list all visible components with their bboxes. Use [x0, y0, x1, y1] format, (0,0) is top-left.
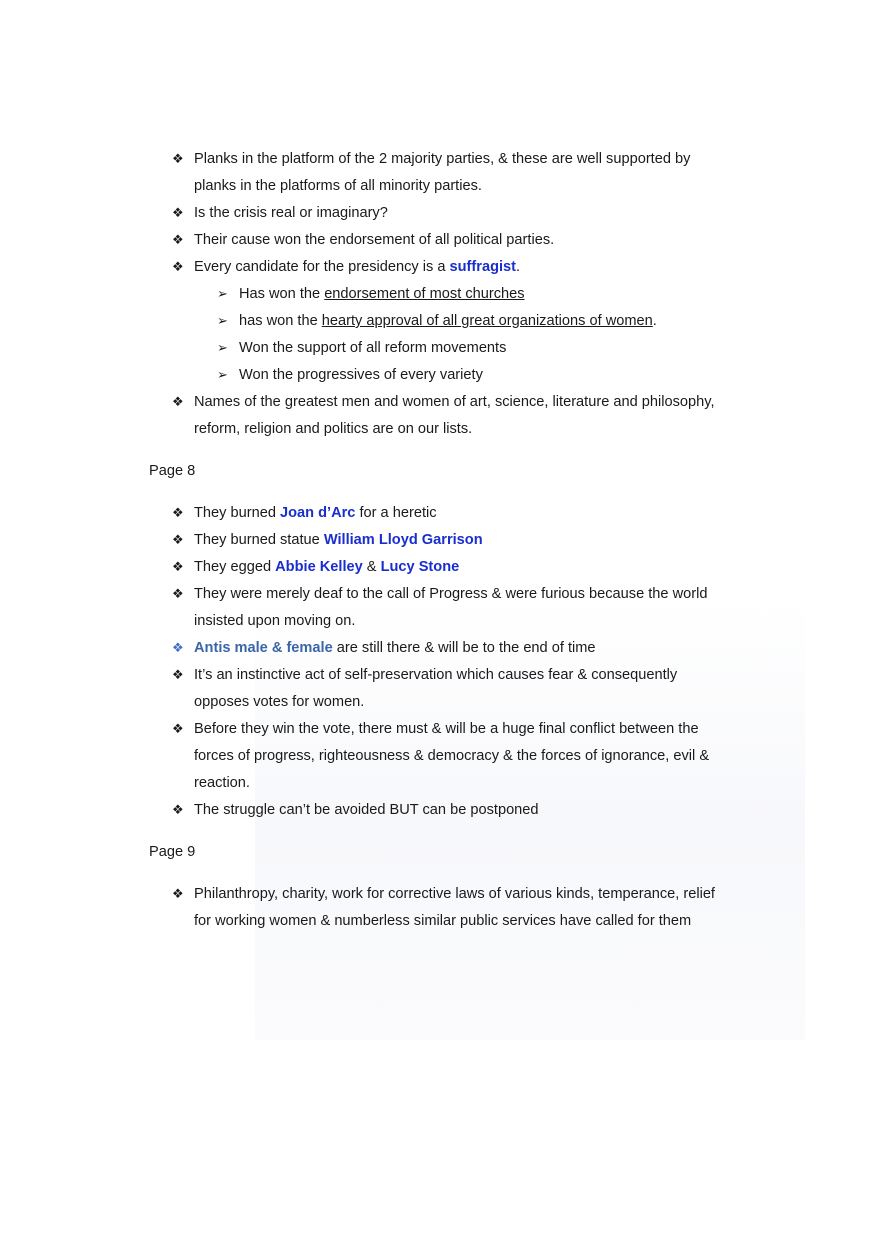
sub-bullet-text: Won the progressives of every variety	[239, 367, 483, 383]
text-run: .	[652, 313, 657, 329]
bullet-text: reaction.	[194, 775, 250, 791]
diamond-bullet-icon: ❖	[172, 802, 184, 817]
bullet-text: The struggle can’t be avoided BUT can be postponed	[194, 802, 539, 818]
bullet-text: Planks in the platform of the 2 majority parties, & these are well supported by	[194, 151, 691, 167]
highlight-suffragist: suffragist	[449, 259, 517, 275]
arrow-bullet-icon: ➢	[217, 313, 228, 328]
bullet-text: reform, religion and politics are on our lists.	[194, 421, 473, 437]
diamond-bullet-icon: ❖	[172, 886, 184, 901]
text-run: They burned	[194, 505, 280, 521]
diamond-bullet-icon: ❖	[172, 232, 184, 247]
highlight-name: Abbie Kelley	[275, 559, 363, 575]
bullet-text	[194, 639, 596, 657]
bullet-text: Philanthropy, charity, work for corrective laws of various kinds, temperance, relief	[194, 886, 715, 902]
text-run: Has won the	[239, 286, 325, 302]
text-run: They egged	[194, 559, 276, 575]
arrow-bullet-icon: ➢	[217, 286, 228, 301]
sub-bullet-text	[239, 285, 525, 303]
text-run: are still there & will be to the end of time	[332, 640, 596, 656]
text-run: .	[516, 259, 521, 275]
underlined-text: hearty approval of all great organizations of women	[321, 313, 653, 329]
diamond-bullet-icon: ❖	[172, 721, 184, 736]
arrow-bullet-icon: ➢	[217, 340, 228, 355]
bullet-text: insisted upon moving on.	[194, 613, 356, 629]
page-heading: Page 9	[149, 844, 196, 860]
highlight-name: Lucy Stone	[380, 559, 460, 575]
text-run: &	[362, 559, 381, 575]
bullet-text: It’s an instinctive act of self-preservation which causes fear & consequently	[194, 667, 678, 683]
bullet-text: Names of the greatest men and women of art, science, literature and philosophy,	[194, 394, 715, 410]
sub-bullet-text	[239, 312, 657, 330]
text-run: Every candidate for the presidency is a	[194, 259, 450, 275]
bullet-text: Their cause won the endorsement of all political parties.	[194, 232, 555, 248]
highlight-antis: Antis male & female	[194, 640, 333, 656]
diamond-bullet-icon: ❖	[172, 205, 184, 220]
diamond-bullet-icon: ❖	[172, 667, 184, 682]
diamond-bullet-icon: ❖	[172, 559, 184, 574]
diamond-bullet-icon: ❖	[172, 394, 184, 409]
text-run: They burned statue	[194, 532, 324, 548]
bullet-text: for working women & numberless similar public services have called for them	[194, 913, 692, 929]
diamond-bullet-icon: ❖	[172, 532, 184, 547]
bullet-text: forces of progress, righteousness & democracy & the forces of ignorance, evil &	[194, 748, 710, 764]
text-run: has won the	[239, 313, 322, 329]
bullet-text	[194, 558, 459, 576]
highlight-name: William Lloyd Garrison	[323, 532, 483, 548]
bullet-text: Is the crisis real or imaginary?	[194, 205, 388, 221]
bullet-text: opposes votes for women.	[194, 694, 365, 710]
bullet-text: Before they win the vote, there must & will be a huge final conflict between the	[194, 721, 699, 737]
bullet-text: They were merely deaf to the call of Progress & were furious because the world	[194, 586, 708, 602]
underlined-text: endorsement of most churches	[324, 286, 525, 302]
bullet-text	[194, 504, 437, 522]
arrow-bullet-icon: ➢	[217, 367, 228, 382]
bullet-text	[194, 258, 520, 276]
diamond-bullet-icon: ❖	[172, 505, 184, 520]
bullet-text	[194, 531, 483, 549]
diamond-bullet-icon: ❖	[172, 151, 184, 166]
diamond-bullet-icon: ❖	[172, 259, 184, 274]
bullet-text: planks in the platforms of all minority parties.	[194, 178, 482, 194]
page-heading: Page 8	[149, 463, 196, 479]
text-run: for a heretic	[355, 505, 437, 521]
highlight-name: Joan d’Arc	[280, 505, 356, 521]
diamond-bullet-icon: ❖	[172, 640, 184, 655]
diamond-bullet-icon: ❖	[172, 586, 184, 601]
sub-bullet-text: Won the support of all reform movements	[239, 340, 507, 356]
